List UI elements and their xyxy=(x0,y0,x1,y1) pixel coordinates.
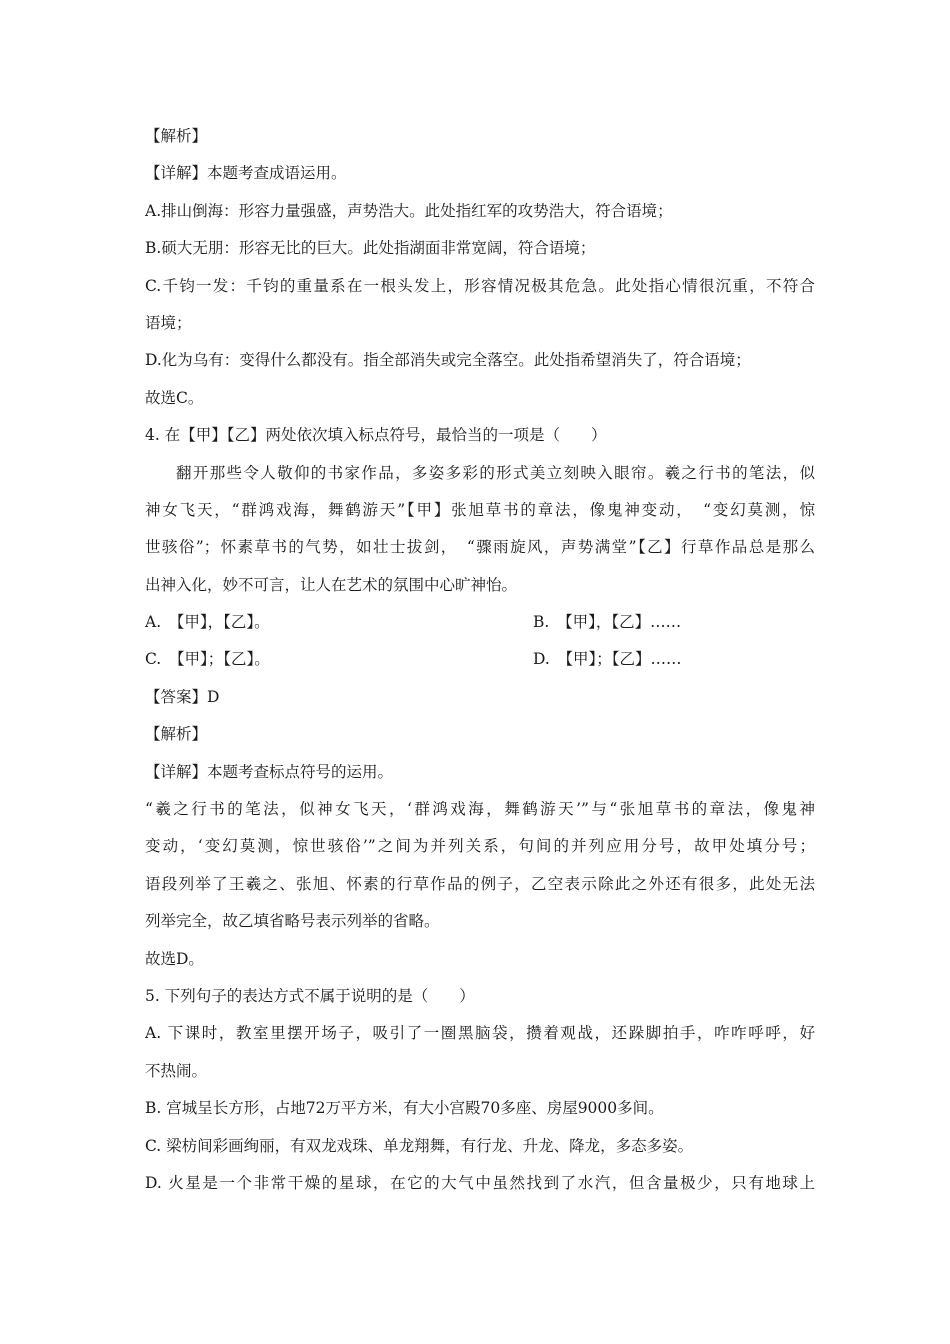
q5-option-a-line1: A. 下课时，教室里摆开场子，吸引了一圈黑脑袋，攒着观战，还跺脚拍手，咋咋呼呼，好 xyxy=(145,1024,815,1043)
q4-analysis-header: 【解析】 xyxy=(145,725,208,744)
q4-passage-line: 世骇俗”；怀素草书的气势，如壮士拔剑， “骤雨旋风，声势满堂”【乙】行草作品总是那么 xyxy=(145,538,815,557)
q4-explanation-line: “羲之行书的笔法，似神女飞天，‘群鸿戏海，舞鹤游天’”与“张旭草书的章法，像鬼神 xyxy=(145,800,815,819)
q4-option-b: B. 【甲】，【乙】…… xyxy=(533,613,682,632)
q4-explanation-line: 列举完全，故乙填省略号表示列举的省略。 xyxy=(145,912,440,931)
q4-option-a: A. 【甲】，【乙】。 xyxy=(145,613,270,632)
q3-option-b-explanation: B.硕大无朋：形容无比的巨大。此处指湖面非常宽阔，符合语境； xyxy=(145,239,596,258)
q4-option-c: C. 【甲】；【乙】。 xyxy=(145,650,270,669)
q3-option-a-explanation: A.排山倒海：形容力量强盛，声势浩大。此处指红军的攻势浩大，符合语境； xyxy=(145,201,673,220)
q4-answer: 【答案】D xyxy=(145,687,220,706)
q3-option-c-explanation-line1: C.千钧一发：千钧的重量系在一根头发上，形容情况极其危急。此处指心情很沉重，不符合 xyxy=(145,276,815,295)
q4-option-d: D. 【甲】；【乙】…… xyxy=(533,650,682,669)
q5-option-a-line2: 不热闹。 xyxy=(145,1061,208,1080)
q4-detail: 【详解】本题考查标点符号的运用。 xyxy=(145,762,394,781)
q3-analysis-header: 【解析】 xyxy=(145,127,208,145)
q4-options-row-2 xyxy=(145,641,815,678)
q4-passage-line: 神女飞天，“群鸿戏海，舞鹤游天”【甲】张旭草书的章法，像鬼神变动， “变幻莫测，惊 xyxy=(145,500,815,519)
q5-option-d: D. 火星是一个非常干燥的星球，在它的大气中虽然找到了水汽，但含量极少，只有地球上 xyxy=(145,1173,815,1192)
q4-explanation-line: 变动，‘变幻莫测，惊世骇俗’”之间为并列关系，句间的并列应用分号，故甲处填分号； xyxy=(145,837,815,856)
page-content xyxy=(145,118,815,1202)
q5-stem: 5. 下列句子的表达方式不属于说明的是（ ） xyxy=(145,986,475,1005)
q5-option-c: C. 梁枋间彩画绚丽，有双龙戏珠、单龙翔舞，有行龙、升龙、降龙，多态多姿。 xyxy=(145,1136,694,1155)
q4-explanation-line: 语段列举了王羲之、张旭、怀素的行草作品的例子，乙空表示除此之外还有很多，此处无法 xyxy=(145,874,815,893)
q3-detail: 【详解】本题考查成语运用。 xyxy=(145,164,347,183)
q5-option-b: B. 宫城呈长方形，占地72万平方米，有大小宫殿70多座、房屋9000多间。 xyxy=(145,1099,664,1118)
q4-options-row-1 xyxy=(145,604,815,641)
q3-conclusion: 故选C。 xyxy=(145,388,204,407)
q4-stem: 4. 在【甲】【乙】两处依次填入标点符号，最恰当的一项是（ ） xyxy=(145,426,607,445)
q3-option-d-explanation: D.化为乌有：变得什么都没有。指全部消失或完全落空。此处指希望消失了，符合语境； xyxy=(145,351,751,370)
q4-passage-line: 出神入化，妙不可言，让人在艺术的氛围中心旷神怡。 xyxy=(145,575,518,594)
q4-conclusion: 故选D。 xyxy=(145,949,204,968)
q4-passage-line: 翻开那些令人敬仰的书家作品，多姿多彩的形式美立刻映入眼帘。羲之行书的笔法，似 xyxy=(176,463,815,482)
q3-option-c-explanation-line2: 语境； xyxy=(145,313,192,332)
